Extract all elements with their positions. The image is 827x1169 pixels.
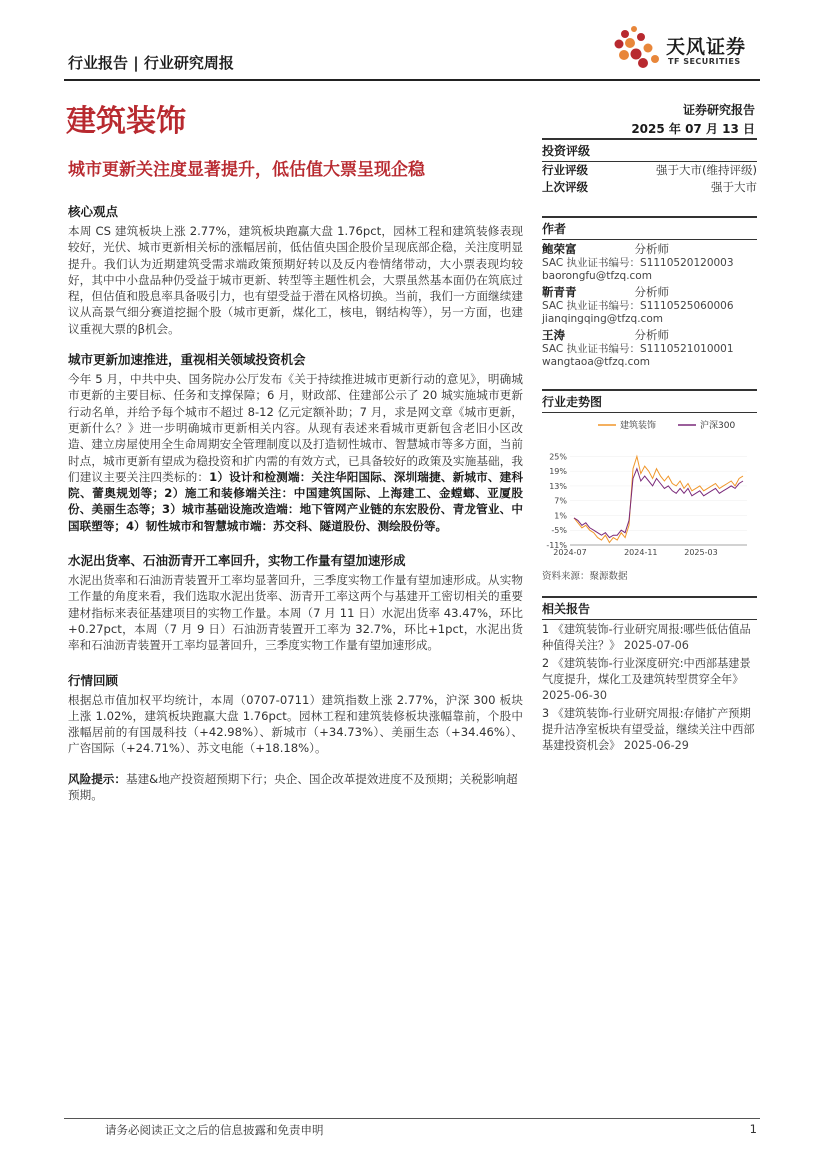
related-report-item[interactable] bbox=[542, 656, 757, 704]
urban-bold-text: 1）设计和检测端：关注华阳国际、深圳瑞捷、新城市、建科院、蕾奥规划等；2）施工和装修端关注：中国建筑国际、上海建工、金螳螂、亚厦股份、美丽生态等；3）城市基础设施改造端：地下管网产业链的东宏股份、青龙管业、中国联塑等；4）韧性城市和智慧城市端：苏交科、隧道股份、测绘股份等。 bbox=[68, 469, 523, 533]
x-tick-label: 2025-03 bbox=[684, 548, 718, 557]
footer-disclaimer: 请务必阅读正文之后的信息披露和免责申明 bbox=[105, 1123, 324, 1137]
analyst-name: 王涛 bbox=[542, 328, 565, 342]
analyst-cert: SAC 执业证书编号：S1110520120003 bbox=[542, 257, 734, 269]
related-report-item[interactable] bbox=[542, 622, 757, 654]
rating-value: 强于大市(维持评级) bbox=[656, 163, 757, 177]
y-tick-label: 25% bbox=[549, 452, 567, 462]
series-line bbox=[574, 469, 743, 538]
authors-title: 作者 bbox=[542, 216, 757, 240]
rating-key: 上次评级 bbox=[542, 180, 588, 194]
analyst-role: 分析师 bbox=[634, 328, 669, 342]
trend-chart bbox=[542, 413, 757, 565]
x-tick-label: 2024-07 bbox=[553, 548, 587, 557]
analyst-name: 鲍荣富 bbox=[542, 242, 577, 256]
risk-label: 风险提示： bbox=[68, 771, 126, 786]
y-tick-label: 13% bbox=[549, 481, 567, 491]
related-report-date: 2025-06-29 bbox=[623, 739, 689, 752]
y-tick-label: 7% bbox=[554, 496, 567, 506]
analyst-cert: SAC 执业证书编号：S1110521010001 bbox=[542, 343, 734, 355]
chart-source: 资料来源：聚源数据 bbox=[542, 571, 628, 582]
doc-type-label: 行业报告 | 行业研究周报 bbox=[68, 54, 234, 72]
report-headline: 城市更新关注度显著提升，低估值大票呈现企稳 bbox=[68, 160, 425, 180]
rating-title: 投资评级 bbox=[542, 138, 757, 162]
related-report-text: 3 《建筑装饰-行业研究周报:存储扩产预期提升洁净室板块有望受益，继续关注中西部基建投资机会》 bbox=[542, 707, 755, 752]
rating-value: 强于大市 bbox=[711, 180, 757, 194]
footer-rule bbox=[64, 1118, 760, 1119]
rating-row bbox=[542, 179, 757, 196]
analyst-role: 分析师 bbox=[634, 285, 669, 299]
risk-text: 基建&地产投资超预期下行；央企、国企改革提效进度不及预期；关税影响超预期。 bbox=[68, 771, 518, 803]
related-report-text: 2 《建筑装饰-行业深度研究:中西部基建景气度提升，煤化工及建筑转型贯穿全年》 bbox=[542, 657, 751, 686]
core-text: 本周 CS 建筑板块上涨 2.77%，建筑板块跑赢大盘 1.76pct，园林工程和建筑装修表现较好，光伏、城市更新相关标的涨幅居前，低估值央国企股价呈现底部企稳，关注度明显提升。我们认为近期建筑受需求端政策预期好转以及反内卷情绪带动，大小票表现均较好，其中中小盘品种仍受益于城市更新、转型等主题性机会，大票虽然基本面仍在筑底过程，但估值和股息率具备吸引力，也有望受益于潜在风格切换。当前，我们一方面继续建议从高景气细分赛道挖掘个股（城市更新，煤化工，核电，钢结构等），另一方面，也建议重视大票的β机会。 bbox=[68, 224, 523, 336]
report-type: 证券研究报告 bbox=[682, 103, 755, 117]
analyst-block bbox=[542, 285, 757, 326]
cement-title: 水泥出货率、石油沥青开工率回升，实物工作量有望加速形成 bbox=[68, 553, 406, 569]
sector-title: 建筑装饰 bbox=[66, 104, 186, 139]
analyst-name: 靳青青 bbox=[542, 285, 577, 299]
related-report-date: 2025-07-06 bbox=[623, 639, 689, 652]
logo-english-text: TF SECURITIES bbox=[668, 57, 741, 66]
legend-label: 沪深300 bbox=[700, 421, 736, 431]
main-content bbox=[68, 203, 523, 803]
market-text: 根据总市值加权平均统计，本周（0707-0711）建筑指数上涨 2.77%，沪深 300 板块上涨 1.02%，建筑板块跑赢大盘 1.76pct。园林工程和建筑装修板块涨幅靠前，个股中涨幅居前的有国晟科技（+42.98%）、新城市（+34.73%）、美丽生态（+34.46%）、广咨国际（+24.71%）、苏文电能（+18.18%）。 bbox=[68, 692, 523, 756]
rating-key: 行业评级 bbox=[542, 163, 588, 177]
cement-text: 水泥出货率和石油沥青装置开工率均显著回升，三季度实物工作量有望加速形成。从实物工作量的角度来看，我们选取水泥出货率、沥青开工率这两个与基建开工密切相关的重要建材指标来表征基建项目的实物工作量。本周（7 月 11 日）水泥出货率 43.47%，环比+0.27pct，本周（7 月 9 日）石油沥青装置开工率为 32.7%，环比+1pct，水泥出货率和石油沥青装置开工率均显著回升，三季度实物工作量有望加速形成。 bbox=[68, 573, 523, 653]
y-tick-label: 1% bbox=[554, 511, 567, 521]
analyst-email[interactable]: wangtaoa@tfzq.com bbox=[542, 356, 651, 368]
analyst-role: 分析师 bbox=[634, 242, 669, 256]
chart-title: 行业走势图 bbox=[542, 389, 757, 413]
sidebar bbox=[542, 138, 757, 754]
analyst-cert: SAC 执业证书编号：S1110525060006 bbox=[542, 300, 734, 312]
analyst-email[interactable]: jianqingqing@tfzq.com bbox=[542, 313, 663, 325]
related-report-text: 1 《建筑装饰-行业研究周报:哪些低估值品种值得关注？》 bbox=[542, 623, 751, 652]
logo-chinese-text: 天风证券 bbox=[666, 36, 747, 58]
analyst-block bbox=[542, 328, 757, 369]
related-report-item[interactable] bbox=[542, 706, 757, 754]
y-tick-label: -5% bbox=[551, 526, 567, 536]
report-date: 2025 年 07 月 13 日 bbox=[631, 122, 755, 136]
market-title: 行情回顾 bbox=[68, 672, 119, 688]
header-rule bbox=[64, 79, 760, 81]
urban-paragraph bbox=[68, 371, 523, 534]
core-title: 核心观点 bbox=[68, 204, 119, 219]
related-title: 相关报告 bbox=[542, 596, 757, 620]
urban-title: 城市更新加速推进，重视相关领域投资机会 bbox=[68, 352, 306, 368]
rating-row bbox=[542, 162, 757, 179]
urban-text: 今年 5 月，中共中央、国务院办公厅发布《关于持续推进城市更新行动的意见》，明确城市更新的主要目标、任务和支撑保障；6 月，财政部、住建部公示了 20 城实施城市更新行动名单，并给予每个城市不超过 8-12 亿元定额补助；7 月，求是网文章《城市更新，更新什么？》进一步明确城市更新相关内容。从现有表述来看城市更新包含老旧小区改造、建立房屋使用全生命周期安全管理制度以及打造韧性城市、智慧城市等多方面，当前时点，城市更新有望成为稳投资和扩内需的有效方式，已具备较好的政策及实施基础，我们建议主要关注四类标的： bbox=[68, 372, 523, 484]
related-report-date: 2025-06-30 bbox=[542, 689, 608, 702]
y-tick-label: 19% bbox=[549, 467, 567, 477]
page-number: 1 bbox=[749, 1122, 757, 1136]
risk-note bbox=[68, 771, 523, 804]
trend-chart-svg bbox=[542, 413, 757, 561]
x-tick-label: 2024-11 bbox=[624, 548, 658, 557]
y-tick-label: -11% bbox=[546, 541, 567, 550]
series-line bbox=[574, 456, 743, 542]
analyst-email[interactable]: baorongfu@tfzq.com bbox=[542, 270, 652, 282]
legend-label: 建筑装饰 bbox=[620, 421, 657, 431]
analyst-block bbox=[542, 242, 757, 283]
